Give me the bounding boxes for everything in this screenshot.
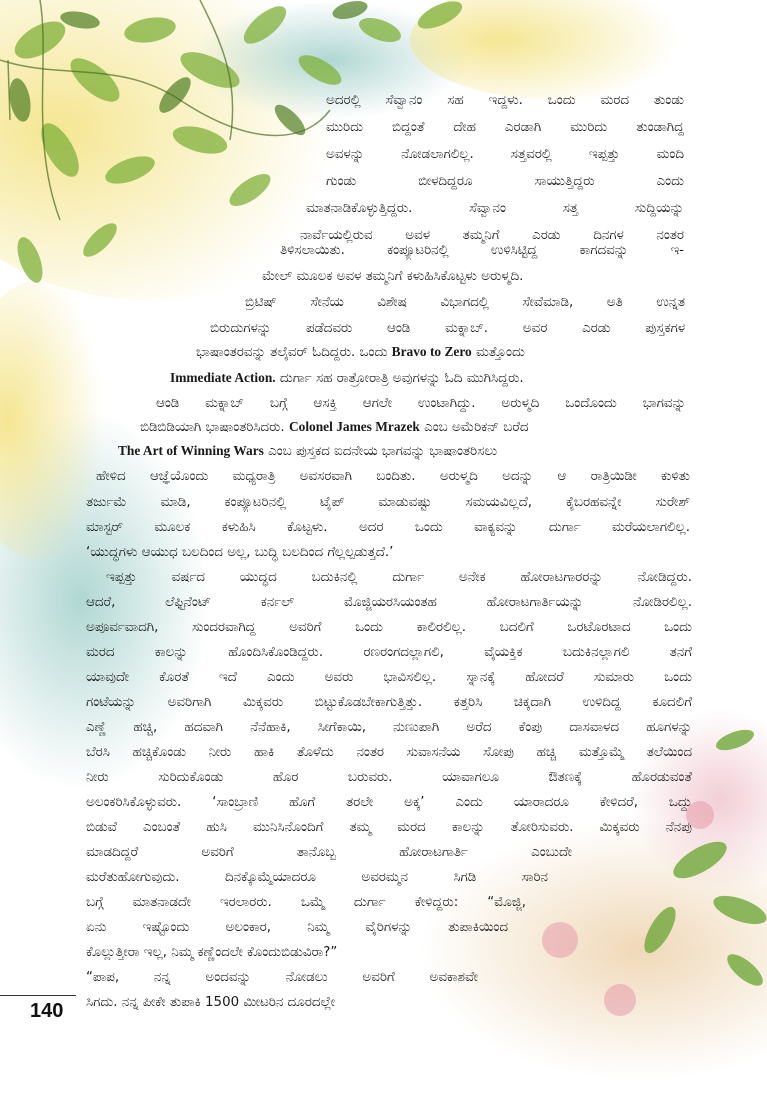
text-line: ಹೇಳಿದ ಆಜ್ಞೆಯೊಂದು ಮಧ್ಯರಾತ್ರಿ ಅವಸರವಾಗಿ ಬಂದಿತು. ಅರುಳ್ಮದಿ ಅದನ್ನು ಆ ರಾತ್ರಿಯಿಡೀ ಕುಳಿತು bbox=[96, 469, 690, 484]
text-line: ಮೇಲ್ ಮೂಲಕ ಅವಳ ತಮ್ಮನಿಗೆ ಕಳುಹಿಸಿಕೊಟ್ಟಳು ಅರುಳ್ಮದಿ. bbox=[262, 269, 524, 284]
text-line: ತರ್ಜುಮೆ ಮಾಡಿ, ಕಂಪ್ಯೂಟರಿನಲ್ಲಿ ಟೈಪ್ ಮಾಡುವಷ್ಟು ಸಮಯವಿಲ್ಲದೆ, ಕೈಬರಹವನ್ನೇ ಸುರೇಶ್ bbox=[86, 495, 690, 510]
text-line: ಗುಂಡು ಬೀಳದಿದ್ದರೂ ಸಾಯುತ್ತಿದ್ದರು ಎಂದು bbox=[326, 174, 684, 189]
page-number: 140 bbox=[30, 1000, 64, 1022]
text-line: “ಪಾಪ, ನನ್ನ ಅಂದವನ್ನು ನೋಡಲು ಅವರಿಗೆ ಅವಕಾಶವೇ bbox=[86, 970, 478, 985]
text-line: ಗಂಟೆಯನ್ನು ಅವರಿಗಾಗಿ ಮಿಕ್ಕವರು ಬಿಟ್ಟುಕೊಡಬೇಕಾಗುತ್ತಿತ್ತು. ಕತ್ತರಿಸಿ ಚಿಕ್ಕದಾಗಿ ಉಳಿದಿದ್ದ ಕೂದಲಿಗೆ bbox=[86, 695, 692, 710]
text-line: ಅವಳನ್ನು ನೋಡಲಾಗಲಿಲ್ಲ. ಸತ್ತವರಲ್ಲಿ ಇಪ್ಪತ್ತು ಮಂದಿ bbox=[326, 147, 684, 162]
book-title-art-of-winning-wars: The Art of Winning Wars bbox=[118, 443, 264, 458]
text-line: ನೀರು ಸುರಿದುಕೊಂಡು ಹೊರ ಬರುವರು. ಯಾವಾಗಲೂ ಔತಣಕ್ಕೆ ಹೊರಡುವಂತೆ bbox=[86, 770, 692, 785]
text-line bbox=[196, 343, 686, 362]
text-line: ಬಿಡುವೆ ಎಂಬಂತೆ ಹುಸಿ ಮುನಿಸಿನೊಂದಿಗೆ ತಮ್ಮ ಮರದ ಕಾಲನ್ನು ತೋರಿಸುವರು. ಮಿಕ್ಕವರು ನೆನಪು bbox=[86, 820, 692, 835]
book-title-immediate-action: Immediate Action. bbox=[170, 370, 276, 385]
text-line: ಅಲಂಕರಿಸಿಕೊಳ್ಳುವರು. ‘ಸಾಂಬ್ರಾಣಿ ಹೊಗೆ ತರಲೇ ಅಕ್ಕ’ ಎಂದು ಯಾರಾದರೂ ಕೇಳಿದರೆ, ಒದ್ದು bbox=[86, 795, 692, 810]
text-line: ಇಪ್ಪತ್ತು ವರ್ಷದ ಯುದ್ಧದ ಬದುಕಿನಲ್ಲಿ ದುರ್ಗಾ ಅನೇಕ ಹೋರಾಟಗಾರರನ್ನು ನೋಡಿದ್ದರು. bbox=[106, 570, 692, 585]
text-line: ಬಗ್ಗೆ ಮಾತನಾಡದೇ ಇರಲಾರರು. ಒಮ್ಮೆ ದುರ್ಗಾ ಕೇಳಿದ್ದರು: “ಮೊಜ್ಜಿ, bbox=[86, 895, 526, 910]
text-run: ಎಂಬ ಅಮೆರಿಕನ್ ಬರೆದ bbox=[424, 420, 529, 435]
author-name: Colonel James Mrazek bbox=[288, 419, 420, 434]
text-line: ‘ಯುದ್ಧಗಳು ಆಯುಧ ಬಲದಿಂದ ಅಲ್ಲ, ಬುದ್ಧಿ ಬಲದಿಂದ ಗೆಲ್ಲಲ್ಪಡುತ್ತದೆ.’ bbox=[86, 545, 394, 560]
text-line: ಆದರೆ, ಲೆಫ್ಟಿನೆಂಟ್ ಕರ್ನಲ್ ಮೊಜ್ಜಿಯರಸಿಯಂತಹ ಹೋರಾಟಗಾರ್ತಿಯನ್ನು ನೋಡಿರಲಿಲ್ಲ. bbox=[86, 595, 692, 610]
text-line: ಅದರಲ್ಲಿ ಸೆವ್ವಾನಂ ಸಹ ಇದ್ದಳು. ಒಂದು ಮರದ ತುಂಡು bbox=[326, 93, 684, 108]
text-line: ನಾರ್ವೆಯಲ್ಲಿರುವ ಅವಳ ತಮ್ಮನಿಗೆ ಎರಡು ದಿನಗಳ ನಂತರ bbox=[300, 228, 684, 243]
text-line: ಆಂಡಿ ಮಕ್ನಾಬ್ ಬಗ್ಗೆ ಆಸಕ್ತಿ ಆಗಲೇ ಉಂಟಾಗಿದ್ದು. ಅರುಳ್ಮದಿ ಒಂದೊಂದು ಭಾಗವನ್ನು bbox=[156, 396, 686, 411]
text-line: ಮರೆತುಹೋಗುವುದು. ದಿನಕ್ಕೊಮ್ಮೆಯಾದರೂ ಅವರಮ್ಮನ ಸಿಗಡಿ ಸಾರಿನ bbox=[86, 870, 548, 885]
text-line: ಮುರಿದು ಬಿದ್ದಂತೆ ದೇಹ ಎರಡಾಗಿ ಮುರಿದು ತುಂಡಾಗಿದ್ದ bbox=[326, 120, 684, 135]
text-line bbox=[140, 418, 688, 437]
text-line: ಮಾತನಾಡಿಕೊಳ್ಳುತ್ತಿದ್ದರು. ಸೆವ್ವಾನಂ ಸತ್ತ ಸುದ್ದಿಯನ್ನು bbox=[306, 201, 684, 216]
text-line: ಸಿಗದು. ನನ್ನ ಪೀಕೇ ತುಪಾಕಿ 1500 ಮೀಟರಿನ ದೂರದಲ್ಲೇ bbox=[86, 995, 336, 1010]
text-line: ಅಪೂರ್ವವಾದಗಿ, ಸುಂದರವಾಗಿದ್ದ ಅವರಿಗೆ ಒಂದು ಕಾಲಿರಲಿಲ್ಲ. ಬದಲಿಗೆ ಒರಟೊರಟಾದ ಒಂದು bbox=[86, 620, 692, 635]
footer-rule bbox=[0, 995, 76, 996]
text-line: ಬೆರಸಿ ಹಚ್ಚಿಕೊಂಡು ನೀರು ಹಾಕಿ ತೊಳೆದು ನಂತರ ಸುವಾಸನೆಯ ಸೋಪು ಹಚ್ಚಿ ಮತ್ತೊಮ್ಮೆ ತಲೆಯಿಂದ bbox=[86, 745, 692, 760]
text-line: ಬ್ರಿಟಿಷ್ ಸೇನೆಯ ವಿಶೇಷ ವಿಭಾಗದಲ್ಲಿ ಸೇವೆಮಾಡಿ, ಅತಿ ಉನ್ನತ bbox=[245, 295, 685, 310]
book-title-bravo-to-zero: Bravo to Zero bbox=[391, 344, 472, 359]
text-line: ಕೊಲ್ಲುತ್ತೀರಾ ಇಲ್ಲ, ನಿಮ್ಮ ಕಣ್ಣೆಂದಲೇ ಕೊಂದುಬಿಡುವಿರಾ?” bbox=[86, 945, 338, 960]
text-line: ಬಿರುದುಗಳನ್ನು ಪಡೆದವರು ಆಂಡಿ ಮಕ್ನಾಬ್. ಅವರ ಎರಡು ಪುಸ್ತಕಗಳ bbox=[210, 321, 685, 336]
text-line: ಮಾಸ್ಟರ್ ಮೂಲಕ ಕಳುಹಿಸಿ ಕೊಟ್ಟಳು. ಅದರ ಒಂದು ವಾಕ್ಯವನ್ನು ದುರ್ಗಾ ಮರೆಯಲಾಗಲಿಲ್ಲ. bbox=[86, 520, 690, 535]
text-line: ತಿಳಿಸಲಾಯಿತು. ಕಂಪ್ಯೂಟರಿನಲ್ಲಿ ಉಳಿಸಿಟ್ಟಿದ್ದ ಕಾಗದವನ್ನು ಇ- bbox=[280, 243, 684, 258]
text-line: ಎಣ್ಣೆ ಹಚ್ಚಿ, ಹದವಾಗಿ ನೆನೆಹಾಕಿ, ಸೀಗೆಕಾಯಿ, ನುಣುಪಾಗಿ ಅರೆದ ಕೆಂಪು ದಾಸವಾಳದ ಹೂಗಳನ್ನು bbox=[86, 720, 692, 735]
text-line: ಏನು ಇಷ್ಟೊಂದು ಅಲಂಕಾರ, ನಿಮ್ಮ ವೈರಿಗಳನ್ನು ತುಪಾಕಿಯಿಂದ bbox=[86, 920, 508, 935]
text-run: ಮತ್ತೊಂದು bbox=[476, 345, 525, 360]
text-run: ಎಂಬ ಪುಸ್ತಕದ ಐದನೇಯ ಭಾಗವನ್ನು ಭಾಷಾಂತರಿಸಲು bbox=[268, 444, 498, 459]
text-line: ಯಾವುದೇ ಕೊರತೆ ಇದೆ ಎಂದು ಅವರು ಭಾವಿಸಲಿಲ್ಲ. ಸ್ನಾನಕ್ಕೆ ಹೋದರೆ ಸುಮಾರು ಒಂದು bbox=[86, 670, 692, 685]
text-line bbox=[170, 369, 685, 388]
text-line: ಮಾಡದಿದ್ದರೆ ಅವರಿಗೆ ತಾನೊಬ್ಬ ಹೋರಾಟಗಾರ್ತಿ ಎಂಬುದೇ bbox=[86, 845, 572, 860]
text-run: ಬಿಡಿಬಿಡಿಯಾಗಿ ಭಾಷಾಂತರಿಸಿದರು. bbox=[140, 420, 285, 435]
text-run: ಭಾಷಾಂತರವನ್ನು ತಲೈವರ್ ಓದಿದ್ದರು. ಒಂದು bbox=[196, 345, 388, 360]
text-line: ಮರದ ಕಾಲನ್ನು ಹೊಂದಿಸಿಕೊಂಡಿದ್ದರು. ರಣರಂಗದಲ್ಲಾಗಲಿ, ವೈಯಕ್ತಿಕ ಬದುಕಿನಲ್ಲಾಗಲಿ ತನಗೆ bbox=[86, 645, 692, 660]
text-line bbox=[118, 442, 688, 461]
text-run: ದುರ್ಗಾ ಸಹ ರಾತ್ರೋರಾತ್ರಿ ಅವುಗಳನ್ನು ಓದಿ ಮುಗಿಸಿದ್ದರು. bbox=[279, 371, 524, 386]
